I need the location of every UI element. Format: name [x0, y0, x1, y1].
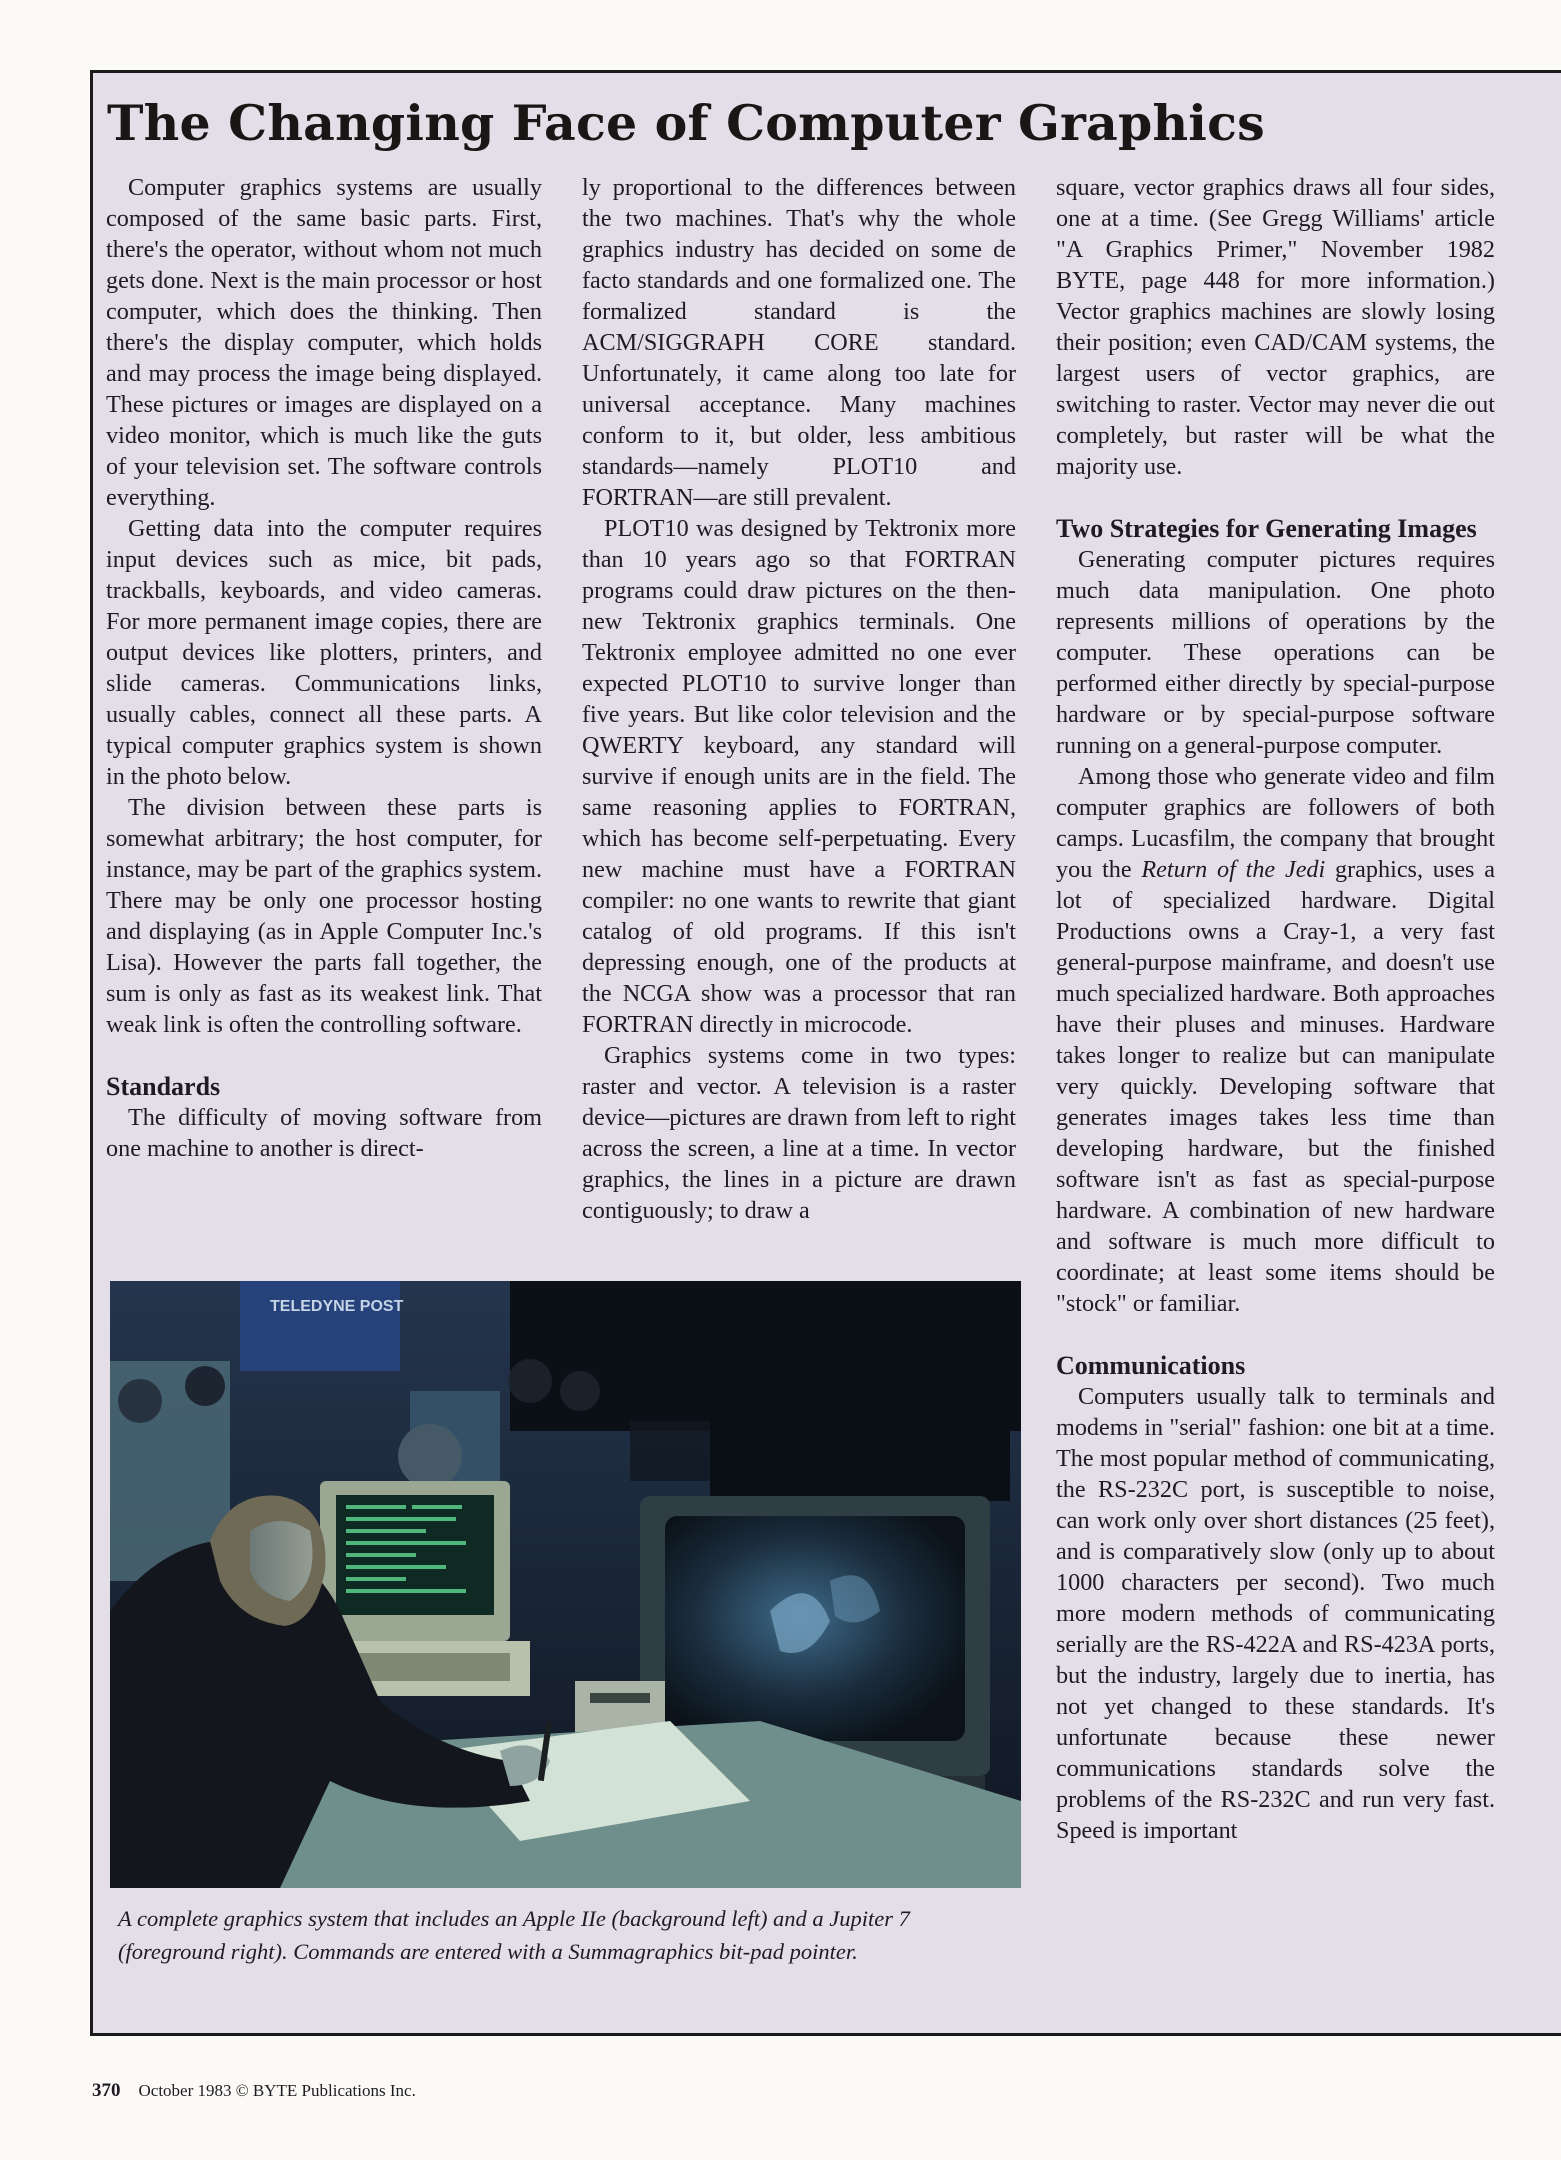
- page-footer: [92, 2080, 416, 2102]
- page-number: 370: [92, 2080, 121, 2101]
- photo-illustration: [110, 1281, 1021, 1888]
- section-heading-communications: Communications: [1056, 1351, 1246, 1380]
- text-column-3: [1056, 172, 1495, 1846]
- graphics-system-photo: [110, 1281, 1021, 1888]
- section-heading-strategies: Two Strategies for Generating Images: [1056, 514, 1477, 543]
- paragraph: [1056, 761, 1495, 1319]
- paragraph-text: graphics, uses a lot of specialized hardware. Digital Productions owns a Cray-1, a very fast general-purpose mainframe, and doesn't use much specialized hardware. Both approaches have their pluses and minuses. Hardware takes longer to realize but can manipulate very quickly. Developing software that generates images takes less time than developing hardware, but the finished software isn't as fast as special-purpose hardware. A combination of new hardware and software is much more difficult to coordinate; at least some items should be "stock" or familiar.: [1056, 856, 1495, 1317]
- paragraph: Computer graphics systems are usually composed of the same basic parts. First, there's the operator, without whom not much gets done. Next is the main processor or host computer, which does the thinking. Then there's the display computer, which holds and may process the image being displayed. These pictures or images are displayed on a video monitor, which is much like the guts of your television set. The software controls everything.: [106, 174, 542, 511]
- film-title: Return of the Jedi: [1141, 856, 1326, 883]
- booth-sign-text: TELEDYNE POST: [270, 1298, 404, 1315]
- footer-credit: October 1983 © BYTE Publications Inc.: [138, 2081, 416, 2100]
- text-column-1: [106, 172, 542, 1164]
- text-column-2: [582, 172, 1016, 1226]
- photo-caption: A complete graphics system that includes an Apple IIe (background left) and a Jupiter 7 (foreground right). Commands are entered with a Summagraphics bit-pad pointer.: [118, 1906, 910, 1964]
- article-title: The Changing Face of Computer Graphics: [107, 94, 1265, 152]
- paragraph-text: Among those who generate video and film computer graphics are followers of both camps. Lucasfilm, the company that brought you the: [1056, 763, 1495, 883]
- paragraph: ly proportional to the differences between the two machines. That's why the whole graphics industry has decided on some de facto standards and one formalized one. The formalized standard is the ACM/SIGGRAPH CORE standard. Unfortunately, it came along too late for universal acceptance. Many machines conform to it, but older, less ambitious standards—namely PLOT10 and FORTRAN—are still prevalent.: [582, 174, 1016, 511]
- paragraph: PLOT10 was designed by Tektronix more than 10 years ago so that FORTRAN programs could draw pictures on the then-new Tektronix graphics terminals. One Tektronix employee admitted no one ever expected PLOT10 to survive longer than five years. But like color television and the QWERTY keyboard, any standard will survive if enough units are in the field. The same reasoning applies to FORTRAN, which has become self-perpetuating. Every new machine must have a FORTRAN compiler: no one wants to rewrite that giant catalog of old programs. If this isn't depressing enough, one of the products at the NCGA show was a processor that ran FORTRAN directly in microcode.: [582, 515, 1016, 1038]
- booth-sign: [240, 1281, 400, 1371]
- paragraph: Getting data into the computer requires input devices such as mice, bit pads, trackballs, keyboards, and video cameras. For more permanent image copies, there are output devices like plotters, printers, and slide cameras. Communications links, usually cables, connect all these parts. A typical computer graphics system is shown in the photo below.: [106, 515, 542, 790]
- paragraph: Graphics systems come in two types: raster and vector. A television is a raster device—pictures are drawn from left to right across the screen, a line at a time. In vector graphics, the lines in a picture are drawn contiguously; to draw a: [582, 1042, 1016, 1224]
- paragraph: The division between these parts is somewhat arbitrary; the host computer, for instance, may be part of the graphics system. There may be only one processor hosting and displaying (as in Apple Computer Inc.'s Lisa). However the parts fall together, the sum is only as fast as its weakest link. That weak link is often the controlling software.: [106, 794, 542, 1038]
- paragraph: Generating computer pictures requires much data manipulation. One photo represents millions of operations by the computer. These operations can be performed either directly by special-purpose hardware or by special-purpose software running on a general-purpose computer.: [1056, 546, 1495, 759]
- paragraph: square, vector graphics draws all four sides, one at a time. (See Gregg Williams' article "A Graphics Primer," November 1982 BYTE, page 448 for more information.) Vector graphics machines are slowly losing their position; even CAD/CAM systems, the largest users of vector graphics, are switching to raster. Vector may never die out completely, but raster will be what the majority use.: [1056, 174, 1495, 480]
- paragraph: The difficulty of moving software from one machine to another is direct-: [106, 1104, 542, 1162]
- paragraph: Computers usually talk to terminals and modems in "serial" fashion: one bit at a time. The most popular method of communicating, the RS-232C port, is susceptible to noise, can work only over short distances (25 feet), and is comparatively slow (only up to about 1000 characters per second). Two much more modern methods of communicating serially are the RS-422A and RS-423A ports, but the industry, largely due to inertia, has not yet changed to these standards. It's unfortunate because these newer communications standards solve the problems of the RS-232C and run very fast. Speed is important: [1056, 1383, 1495, 1844]
- section-heading-standards: Standards: [106, 1072, 221, 1101]
